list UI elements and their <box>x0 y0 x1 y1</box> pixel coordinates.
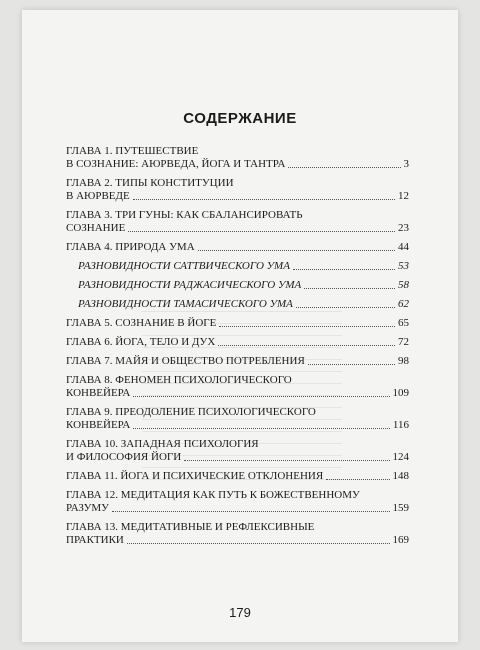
dot-leader <box>293 268 395 270</box>
toc-page-number: 109 <box>392 387 409 399</box>
toc-entry-row <box>78 279 409 292</box>
dot-leader <box>133 395 389 397</box>
page-title: СОДЕРЖАНИЕ <box>183 110 297 127</box>
toc-page-number: 12 <box>398 190 409 202</box>
toc-entry <box>66 489 409 515</box>
toc-entry-text: ПРАКТИКИ <box>66 534 124 546</box>
toc-entry-row <box>66 241 409 254</box>
dot-leader <box>288 166 400 168</box>
toc-entry-text: КОНВЕЙЕРА <box>66 419 131 431</box>
table-of-contents <box>66 145 409 553</box>
toc-entry-row <box>66 387 409 400</box>
toc-subentry <box>66 279 409 292</box>
dot-leader <box>184 459 389 461</box>
toc-subentry <box>66 298 409 311</box>
toc-entry-text: КОНВЕЙЕРА <box>66 387 131 399</box>
toc-entry <box>66 241 409 254</box>
dot-leader <box>218 344 395 346</box>
toc-entry <box>66 470 409 483</box>
toc-entry <box>66 521 409 547</box>
toc-entry <box>66 177 409 203</box>
toc-entry-text: В АЮРВЕДЕ <box>66 190 130 202</box>
toc-entry-row <box>78 260 409 273</box>
toc-page-number: 116 <box>392 419 409 431</box>
toc-entry-row <box>66 355 409 368</box>
toc-entry <box>66 336 409 349</box>
dot-leader <box>326 478 389 480</box>
toc-entry-text: ГЛАВА 9. ПРЕОДОЛЕНИЕ ПСИХОЛОГИЧЕСКОГО <box>66 406 316 418</box>
toc-entry-row <box>66 336 409 349</box>
toc-entry-row <box>66 158 409 171</box>
toc-entry-text: РАЗНОВИДНОСТИ ТАМАСИЧЕСКОГО УМА <box>78 298 293 310</box>
dot-leader <box>296 306 395 308</box>
toc-page-number: 23 <box>398 222 409 234</box>
page-number: 179 <box>229 605 251 620</box>
toc-entry-text: РАЗУМУ <box>66 502 109 514</box>
dot-leader <box>133 427 390 429</box>
toc-entry <box>66 355 409 368</box>
toc-page-number: 159 <box>392 502 409 514</box>
toc-entry-text: В СОЗНАНИЕ: АЮРВЕДА, ЙОГА И ТАНТРА <box>66 158 286 170</box>
toc-entry <box>66 438 409 464</box>
toc-page-number: 53 <box>398 260 409 272</box>
toc-entry-text: РАЗНОВИДНОСТИ САТТВИЧЕСКОГО УМА <box>78 260 290 272</box>
dot-leader <box>127 542 390 544</box>
toc-entry-text: ГЛАВА 3. ТРИ ГУНЫ: КАК СБАЛАНСИРОВАТЬ <box>66 209 303 221</box>
book-page <box>22 10 458 642</box>
toc-page-number: 169 <box>392 534 409 546</box>
toc-entry-text: ГЛАВА 12. МЕДИТАЦИЯ КАК ПУТЬ К БОЖЕСТВЕННОМУ <box>66 489 360 501</box>
toc-entry-row <box>78 298 409 311</box>
dot-leader <box>133 198 395 200</box>
toc-entry-text: И ФИЛОСОФИЯ ЙОГИ <box>66 451 182 463</box>
toc-entry <box>66 209 409 235</box>
toc-entry-text: ГЛАВА 4. ПРИРОДА УМА <box>66 241 195 253</box>
toc-page-number: 124 <box>392 451 409 463</box>
dot-leader <box>112 510 390 512</box>
toc-entry-text: РАЗНОВИДНОСТИ РАДЖАСИЧЕСКОГО УМА <box>78 279 302 291</box>
toc-entry-row <box>66 470 409 483</box>
toc-entry-text: ГЛАВА 11. ЙОГА И ПСИХИЧЕСКИЕ ОТКЛОНЕНИЯ <box>66 470 324 482</box>
toc-entry-row <box>66 502 409 515</box>
toc-page-number: 148 <box>392 470 409 482</box>
toc-entry-row <box>66 317 409 330</box>
toc-entry <box>66 145 409 171</box>
toc-page-number: 65 <box>398 317 409 329</box>
toc-entry-text: ГЛАВА 1. ПУТЕШЕСТВИЕ <box>66 145 199 157</box>
toc-entry <box>66 374 409 400</box>
toc-entry-text: ГЛАВА 8. ФЕНОМЕН ПСИХОЛОГИЧЕСКОГО <box>66 374 292 386</box>
toc-page-number: 58 <box>398 279 409 291</box>
dot-leader <box>219 325 395 327</box>
toc-page-number: 62 <box>398 298 409 310</box>
toc-page-number: 72 <box>398 336 409 348</box>
toc-entry-row <box>66 222 409 235</box>
toc-entry-text: СОЗНАНИЕ <box>66 222 126 234</box>
toc-entry <box>66 317 409 330</box>
toc-entry-row <box>66 451 409 464</box>
toc-entry <box>66 406 409 432</box>
toc-page-number: 44 <box>398 241 409 253</box>
toc-subentry <box>66 260 409 273</box>
toc-page-number: 98 <box>398 355 409 367</box>
toc-entry-text: ГЛАВА 6. ЙОГА, ТЕЛО И ДУХ <box>66 336 216 348</box>
toc-page-number: 3 <box>403 158 409 170</box>
dot-leader <box>304 287 395 289</box>
toc-entry-text: ГЛАВА 13. МЕДИТАТИВНЫЕ И РЕФЛЕКСИВНЫЕ <box>66 521 315 533</box>
dot-leader <box>308 363 395 365</box>
toc-entry-text: ГЛАВА 5. СОЗНАНИЕ В ЙОГЕ <box>66 317 217 329</box>
dot-leader <box>198 249 395 251</box>
toc-entry-text: ГЛАВА 2. ТИПЫ КОНСТИТУЦИИ <box>66 177 234 189</box>
toc-entry-row <box>66 419 409 432</box>
toc-entry-text: ГЛАВА 7. МАЙЯ И ОБЩЕСТВО ПОТРЕБЛЕНИЯ <box>66 355 305 367</box>
dot-leader <box>128 230 395 232</box>
toc-entry-row <box>66 534 409 547</box>
toc-entry-row <box>66 190 409 203</box>
toc-entry-text: ГЛАВА 10. ЗАПАДНАЯ ПСИХОЛОГИЯ <box>66 438 259 450</box>
